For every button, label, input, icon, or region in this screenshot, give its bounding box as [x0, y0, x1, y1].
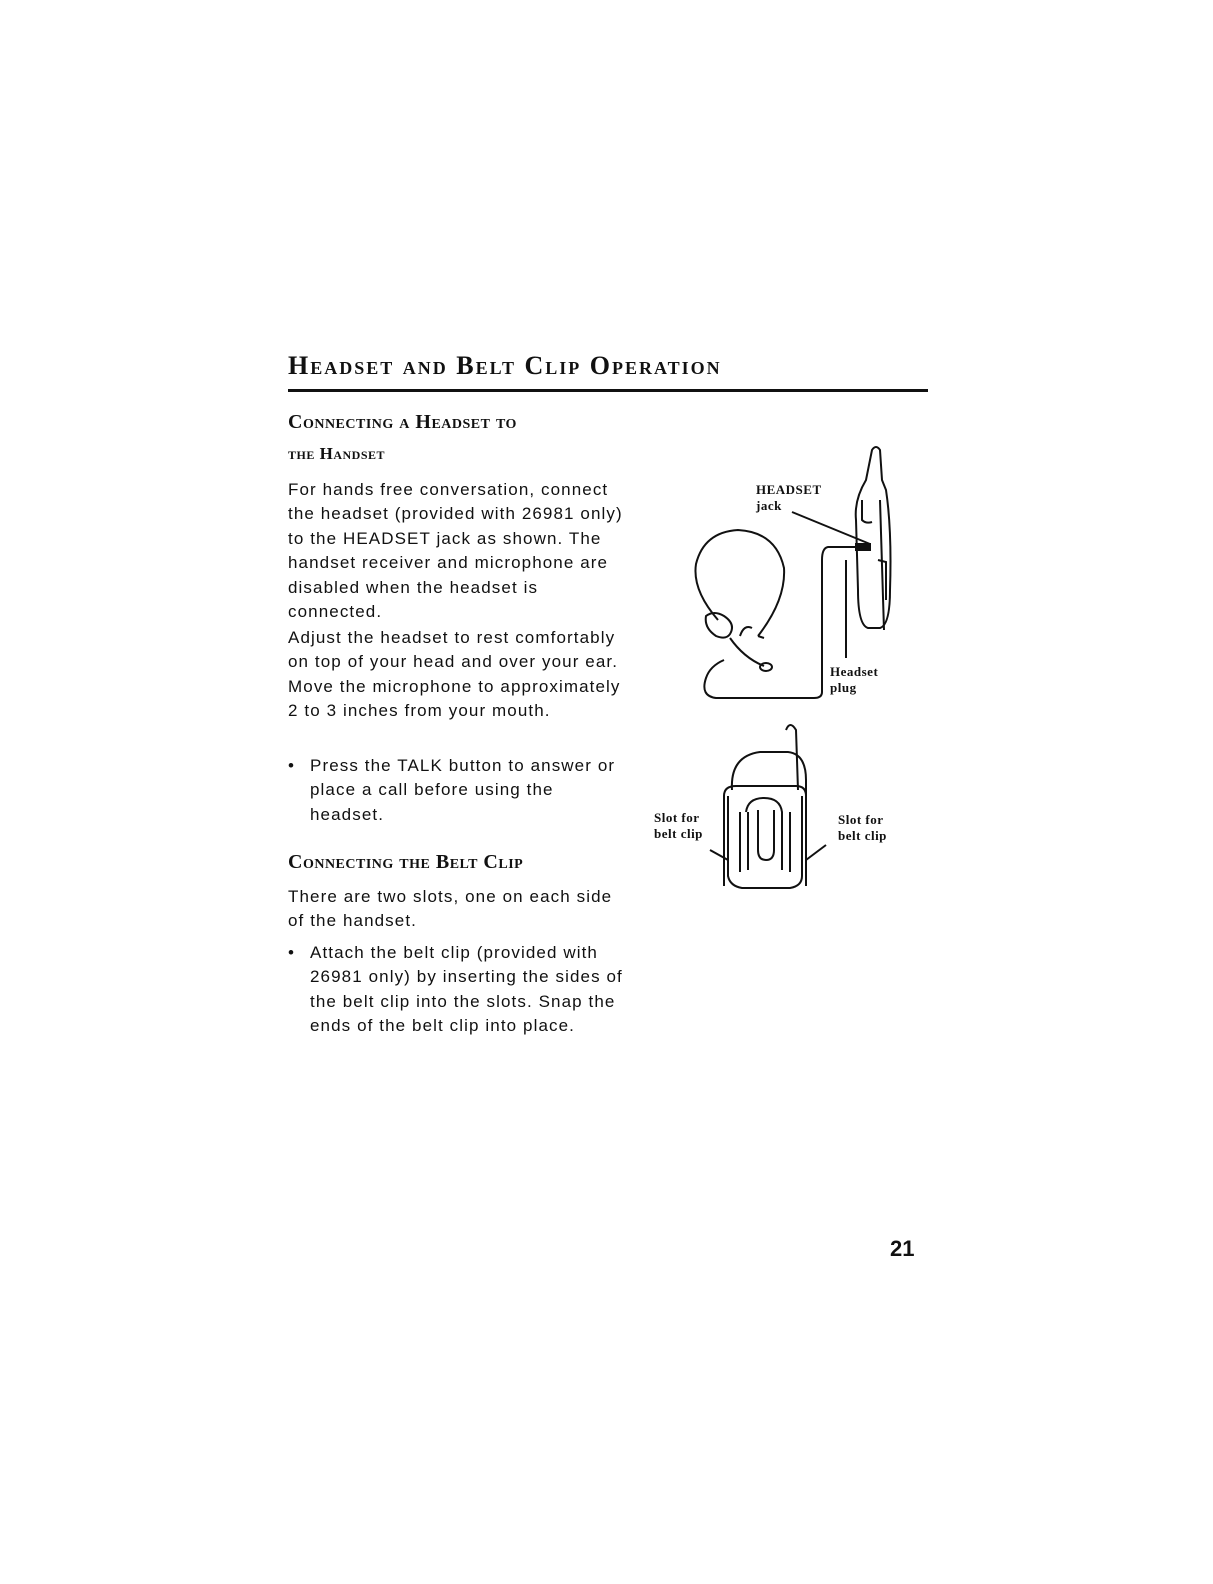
section-subheading-handset — [288, 438, 385, 470]
handset-back-illustration — [710, 725, 826, 888]
label-slot-left-line-2: belt clip — [654, 826, 703, 841]
headset-illustration — [695, 530, 784, 671]
label-slot-right-line-2: belt clip — [838, 828, 887, 843]
belt-clip-bullet-1 — [288, 941, 628, 1039]
headset-paragraph-2: Adjust the headset to rest comfortably on top of your head and over your ear. Move the microphone to approximately 2 to 3 inches from your mouth. — [288, 628, 621, 721]
heading-line-1: Connecting a Headset to — [288, 411, 517, 433]
handset-side-illustration — [856, 447, 891, 630]
label-headset-plug-line-1: Headset — [830, 664, 879, 679]
label-headset-jack-line-2: jack — [756, 498, 782, 513]
bullet-dot: • — [288, 756, 296, 775]
heading-line-2: the Handset — [288, 444, 385, 463]
label-headset-plug-line-2: plug — [830, 680, 857, 695]
section-heading-headset — [288, 406, 517, 438]
label-slot-right — [838, 812, 887, 844]
headset-bullet-1 — [288, 754, 628, 827]
label-headset-jack-line-1: HEADSET — [756, 482, 822, 497]
label-headset-plug — [830, 664, 878, 696]
page-title: Headset and Belt Clip Operation — [288, 351, 722, 380]
title-rule — [288, 389, 928, 392]
bullet-dot: • — [288, 943, 296, 962]
label-slot-left — [654, 810, 703, 842]
label-headset-jack — [756, 482, 822, 514]
bullet-text: Attach the belt clip (provided with 26981 only) by inserting the sides of the belt clip into the slots. Snap the ends of the belt clip into place. — [310, 943, 623, 1036]
page-number: 21 — [890, 1236, 915, 1261]
label-slot-left-line-1: Slot for — [654, 810, 700, 825]
section-heading-belt-clip — [288, 846, 523, 878]
belt-clip-paragraph-1: There are two slots, one on each side of the handset. — [288, 887, 613, 931]
headset-diagram — [640, 440, 920, 900]
headset-paragraph-1: For hands free conversation, connect the headset (provided with 26981 only) to the HEADSET jack as shown. The handset receiver and microphone are disabled when the headset is connected. — [288, 480, 623, 622]
label-slot-right-line-1: Slot for — [838, 812, 884, 827]
bullet-text: Press the TALK button to answer or place a call before using the headset. — [310, 756, 616, 824]
belt-clip-heading: Connecting the Belt Clip — [288, 851, 524, 873]
